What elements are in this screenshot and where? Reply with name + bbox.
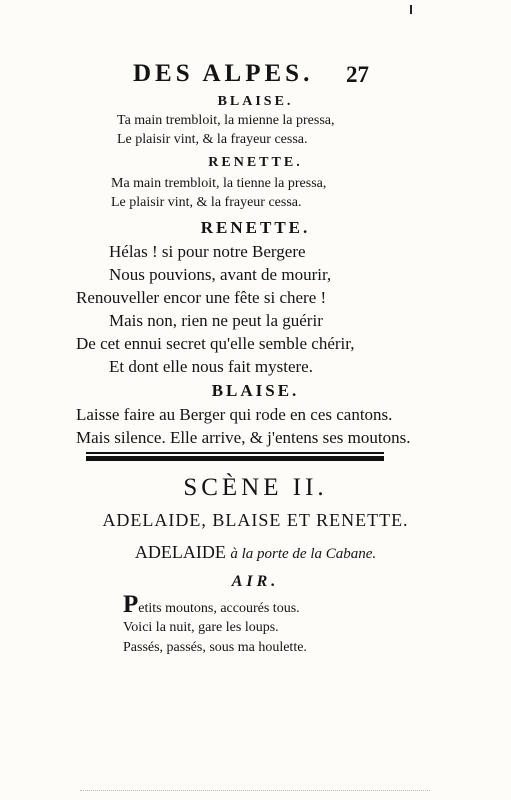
verse-line: De cet ennui secret qu'elle semble chérir, <box>76 334 355 353</box>
drop-cap: P <box>123 591 139 618</box>
speaker-renette-2: RENETTE. <box>200 218 311 237</box>
page-number: 27 <box>346 62 369 87</box>
speaker-blaise-2: BLAISE. <box>211 381 300 400</box>
scene-title: SCÈNE II. <box>183 474 328 501</box>
running-title: DES ALPES. <box>133 60 314 87</box>
verse-line: Et dont elle nous fait mystere. <box>109 357 313 376</box>
direction-text: à la porte de la Cabane. <box>230 546 377 562</box>
song-line: Passés, passés, sous ma houlette. <box>123 640 307 655</box>
verse-line: Mais non, rien ne peut la guérir <box>109 311 323 330</box>
scene-characters: ADELAIDE, BLAISE ET RENETTE. <box>102 510 409 530</box>
verse-line: Ma main trembloit, la tienne la pressa, <box>111 176 327 191</box>
page-header <box>0 60 511 90</box>
verse-line: Ta main trembloit, la mienne la pressa, <box>117 113 335 128</box>
verse-line: Le plaisir vint, & la frayeur cessa. <box>117 132 308 147</box>
verse-line: Hélas ! si pour notre Bergere <box>109 242 306 261</box>
margin-mark <box>410 5 412 14</box>
verse-line: Nous pouvions, avant de mourir, <box>109 265 332 284</box>
stage-direction <box>0 542 511 563</box>
page-bottom-edge <box>80 790 430 792</box>
divider-rule-thin <box>86 452 384 454</box>
divider-rule-thick <box>86 456 384 461</box>
speaker-blaise-1: BLAISE. <box>217 94 294 109</box>
song-line <box>123 591 300 618</box>
verse-line: Renouveller encor une fête si chere ! <box>76 288 327 307</box>
verse-line: Laisse faire au Berger qui rode en ces cantons. <box>76 405 393 424</box>
speaker-renette-1: RENETTE. <box>208 155 303 170</box>
verse-line: Mais silence. Elle arrive, & j'entens ses moutons. <box>76 428 411 447</box>
song-line: Voici la nuit, gare les loups. <box>123 620 279 635</box>
verse-line: Le plaisir vint, & la frayeur cessa. <box>111 195 302 210</box>
direction-name: ADELAIDE <box>134 542 226 562</box>
air-label: AIR. <box>231 573 280 590</box>
song-first-rest: etits moutons, accourés tous. <box>138 601 300 616</box>
